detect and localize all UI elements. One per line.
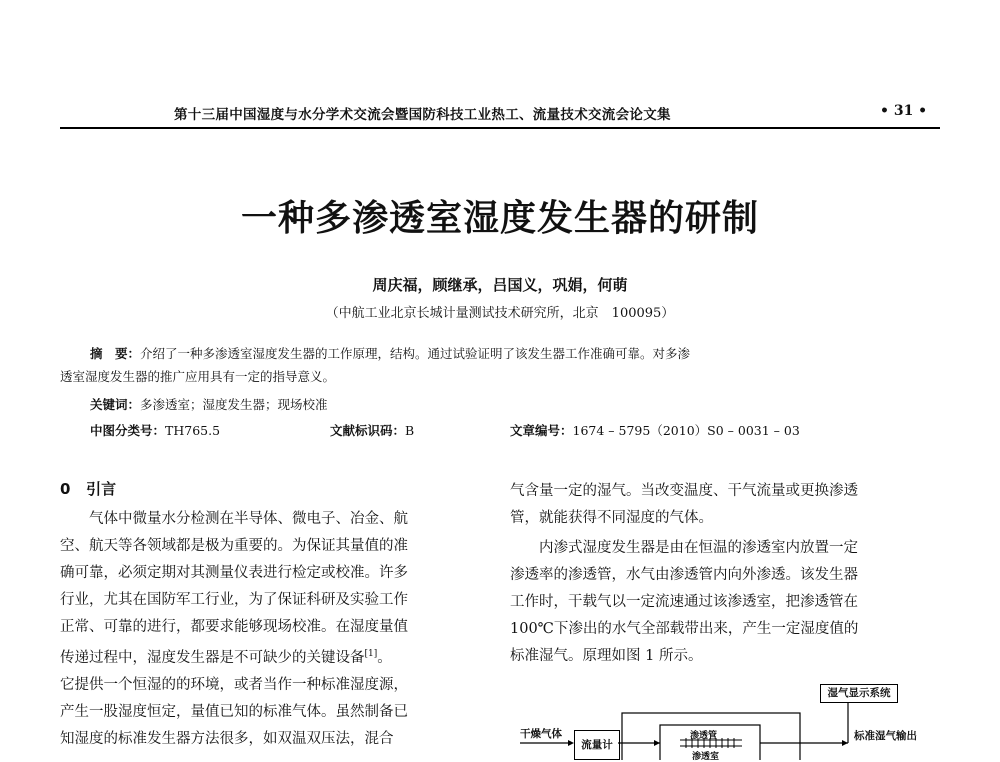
abstract-line-2: [60, 366, 940, 388]
flowmeter-box: 流量计: [574, 730, 620, 760]
article-authors: 周庆福，顾继承，吕国义，巩娟，何萌: [372, 276, 628, 294]
left-line-5: 正常、可靠的进行，都要求能够现场校准。在湿度量值: [60, 619, 408, 635]
permeation-tube-label: 渗透管: [690, 731, 718, 741]
left-line-3: 确可靠，必须定期对其测量仪表进行检定或校准。许多: [60, 565, 408, 581]
left-line-6-end: 。: [377, 649, 392, 666]
running-header-title: 第十三届中国湿度与水分学术交流会暨国防科技工业热工、流量技术交流会论文集: [174, 107, 671, 123]
keywords-label: 关键词：: [90, 397, 141, 412]
left-line-1: 气体中微量水分检测在半导体、微电子、冶金、航: [89, 511, 408, 527]
article-no-line: [510, 420, 800, 442]
doc-code-value: B: [405, 423, 415, 438]
left-line-7: 它提供一个恒湿的的环境，或者当作一种标准湿度源，: [60, 676, 408, 693]
left-line-8: 产生一股湿度恒定，量值已知的标准气体。虽然制备已: [60, 703, 408, 720]
left-line-4: 行业，尤其在国防军工行业，为了保证科研及实验工作: [60, 592, 408, 608]
clc-label: 中图分类号：: [90, 423, 166, 438]
article-no-label: 文章编号：: [510, 423, 573, 438]
right-line-1: 气含量一定的湿气。当改变温度、干气流量或更换渗透: [510, 483, 858, 499]
abstract-text-2: 透室湿度发生器的推广应用具有一定的指导意义。: [60, 369, 336, 384]
abstract-text-1: 介绍了一种多渗透室湿度发生器的工作原理，结构。通过试验证明了该发生器工作准确可靠。对多渗: [140, 346, 691, 361]
keywords-line: [90, 394, 328, 416]
figure-1: [510, 680, 950, 760]
right-line-7: 标准湿气。原理如图 1 所示。: [510, 648, 703, 664]
abstract-label: 摘 要：: [90, 346, 141, 361]
left-line-6: [60, 641, 490, 672]
article-affiliation: （中航工业北京长城计量测试技术研究所，北京 100095）: [325, 306, 675, 321]
citation-ref: [1]: [364, 649, 378, 659]
right-line-3: 内渗式湿度发生器是由在恒温的渗透室内放置一定: [539, 540, 858, 556]
clc-line: [90, 420, 220, 442]
right-line-2: 管，就能获得不同湿度的气体。: [510, 510, 713, 526]
left-line-2: 空、航天等各领域都是极为重要的。为保证其量值的准: [60, 538, 408, 554]
section-heading-introduction: [60, 478, 116, 499]
dry-gas-label: 干燥气体: [520, 728, 562, 740]
humidity-display-box: 湿气显示系统: [820, 684, 898, 703]
left-column-body: [60, 506, 490, 753]
section-title: 引言: [86, 480, 117, 498]
article-title: 一种多渗透室湿度发生器的研制: [240, 197, 759, 239]
article-no-value: 1674 – 5795（2010）S0 – 0031 – 03: [572, 423, 800, 438]
keywords-text: 多渗透室；湿度发生器；现场校准: [140, 397, 328, 412]
section-number: 0: [60, 480, 71, 498]
permeation-chamber-label: 渗透室: [692, 752, 720, 762]
left-line-9: 知湿度的标准发生器方法很多，如双温双压法，混合: [60, 730, 394, 747]
right-line-5: 工作时，干载气以一定流速通过该渗透室，把渗透管在: [510, 594, 858, 610]
abstract-line-1: [90, 343, 950, 365]
right-column-body: [510, 478, 940, 670]
std-output-label: 标准湿气输出: [854, 730, 917, 742]
left-line-6-text: 传递过程中，湿度发生器是不可缺少的关键设备: [60, 649, 365, 666]
header-rule: [60, 127, 940, 129]
right-line-6: 100℃下渗出的水气全部载带出来，产生一定湿度值的: [510, 621, 859, 637]
doc-code-line: [330, 420, 414, 442]
doc-code-label: 文献标识码：: [330, 423, 406, 438]
page-number: • 31 •: [880, 103, 928, 119]
right-line-4: 渗透率的渗透管，水气由渗透管内向外渗透。该发生器: [510, 567, 858, 583]
clc-value: TH765.5: [165, 423, 221, 438]
